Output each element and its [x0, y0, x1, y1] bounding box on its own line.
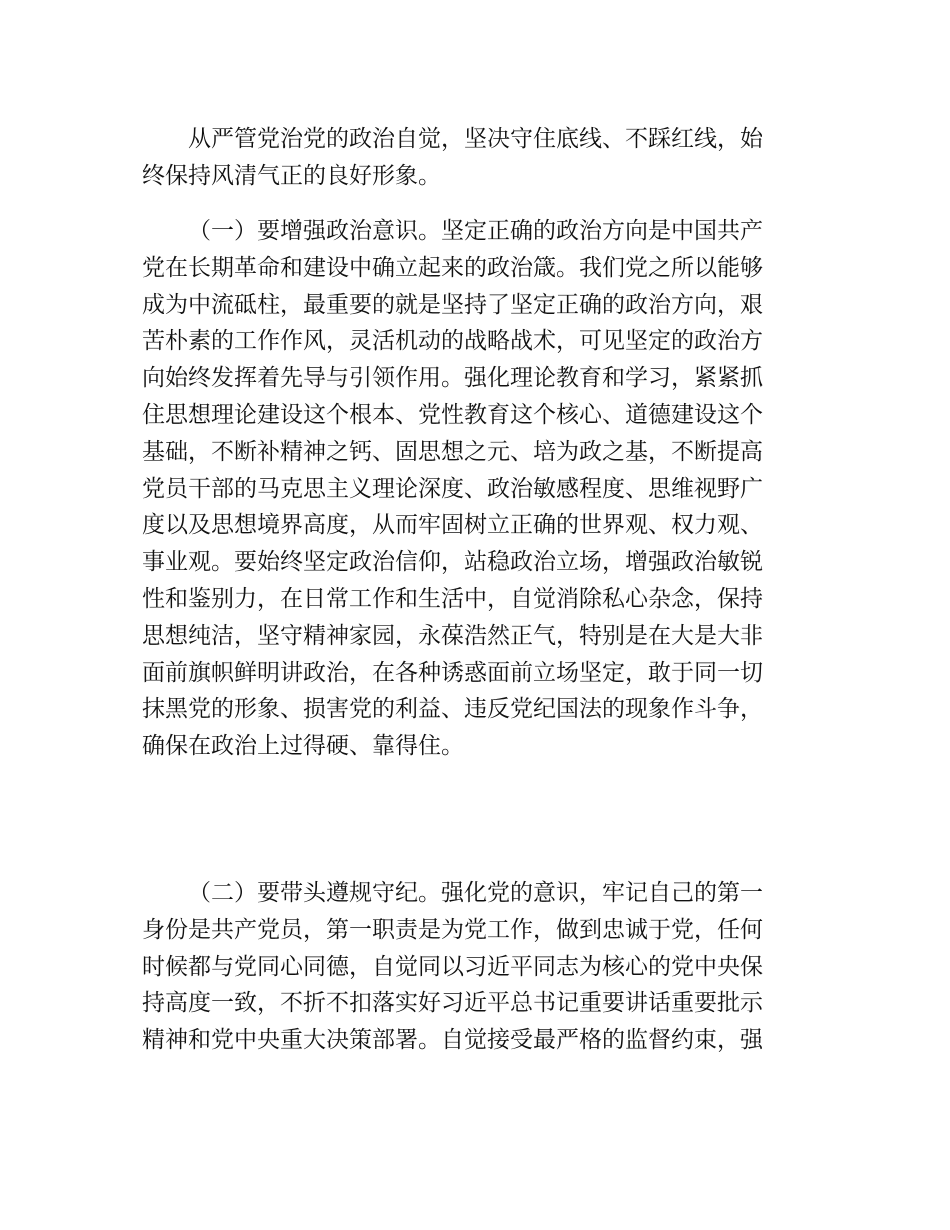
paragraph-2	[142, 213, 812, 765]
paragraph-line: 事业观。要始终坚定政治信仰，站稳政治立场，增强政治敏锐	[142, 549, 763, 576]
paragraph-1	[142, 121, 812, 195]
paragraph-line: 从严管党治党的政治自觉，坚决守住底线、不踩红线，始	[188, 126, 763, 152]
paragraph-line: 持高度一致，不折不扣落实好习近平总书记重要讲话重要批示	[142, 990, 763, 1017]
paragraph-line: 精神和党中央重大决策部署。自觉接受最严格的监督约束，强	[142, 1027, 763, 1054]
paragraph-line: 党员干部的马克思主义理论深度、政治敏感程度、思维视野广	[142, 475, 763, 502]
paragraph-line: 向始终发挥着先导与引领作用。强化理论教育和学习，紧紧抓	[142, 365, 763, 392]
paragraph-line: 终保持风清气正的良好形象。	[142, 162, 441, 189]
paragraph-line: （二）要带头遵规守纪。强化党的意识，牢记自己的第一	[188, 880, 763, 906]
paragraph-3	[142, 875, 812, 1059]
paragraph-line: 度以及思想境界高度，从而牢固树立正确的世界观、权力观、	[142, 512, 763, 539]
paragraph-line: 面前旗帜鲜明讲政治，在各种诱惑面前立场坚定，敢于同一切	[142, 659, 763, 686]
paragraph-line: 身份是共产党员，第一职责是为党工作，做到忠诚于党，任何	[142, 916, 763, 943]
paragraph-line: 性和鉴别力，在日常工作和生活中，自觉消除私心杂念，保持	[142, 585, 763, 612]
paragraph-line: 苦朴素的工作作风，灵活机动的战略战术，可见坚定的政治方	[142, 328, 763, 355]
paragraph-line: 成为中流砥柱，最重要的就是坚持了坚定正确的政治方向，艰	[142, 291, 763, 318]
paragraph-line: 时候都与党同心同德，自觉同以习近平同志为核心的党中央保	[142, 953, 763, 980]
paragraph-line: 确保在政治上过得硬、靠得住。	[142, 733, 464, 760]
paragraph-line: 住思想理论建设这个根本、党性教育这个核心、道德建设这个	[142, 401, 763, 428]
paragraph-line: 思想纯洁，坚守精神家园，永葆浩然正气，特别是在大是大非	[142, 622, 763, 649]
paragraph-line: （一）要增强政治意识。坚定正确的政治方向是中国共产	[188, 218, 763, 244]
paragraph-line: 抹黑党的形象、损害党的利益、违反党纪国法的现象作斗争，	[142, 696, 763, 723]
paragraph-line: 党在长期革命和建设中确立起来的政治箴。我们党之所以能够	[142, 254, 763, 281]
paragraph-line: 基础，不断补精神之钙、固思想之元、培为政之基，不断提高	[142, 438, 763, 465]
